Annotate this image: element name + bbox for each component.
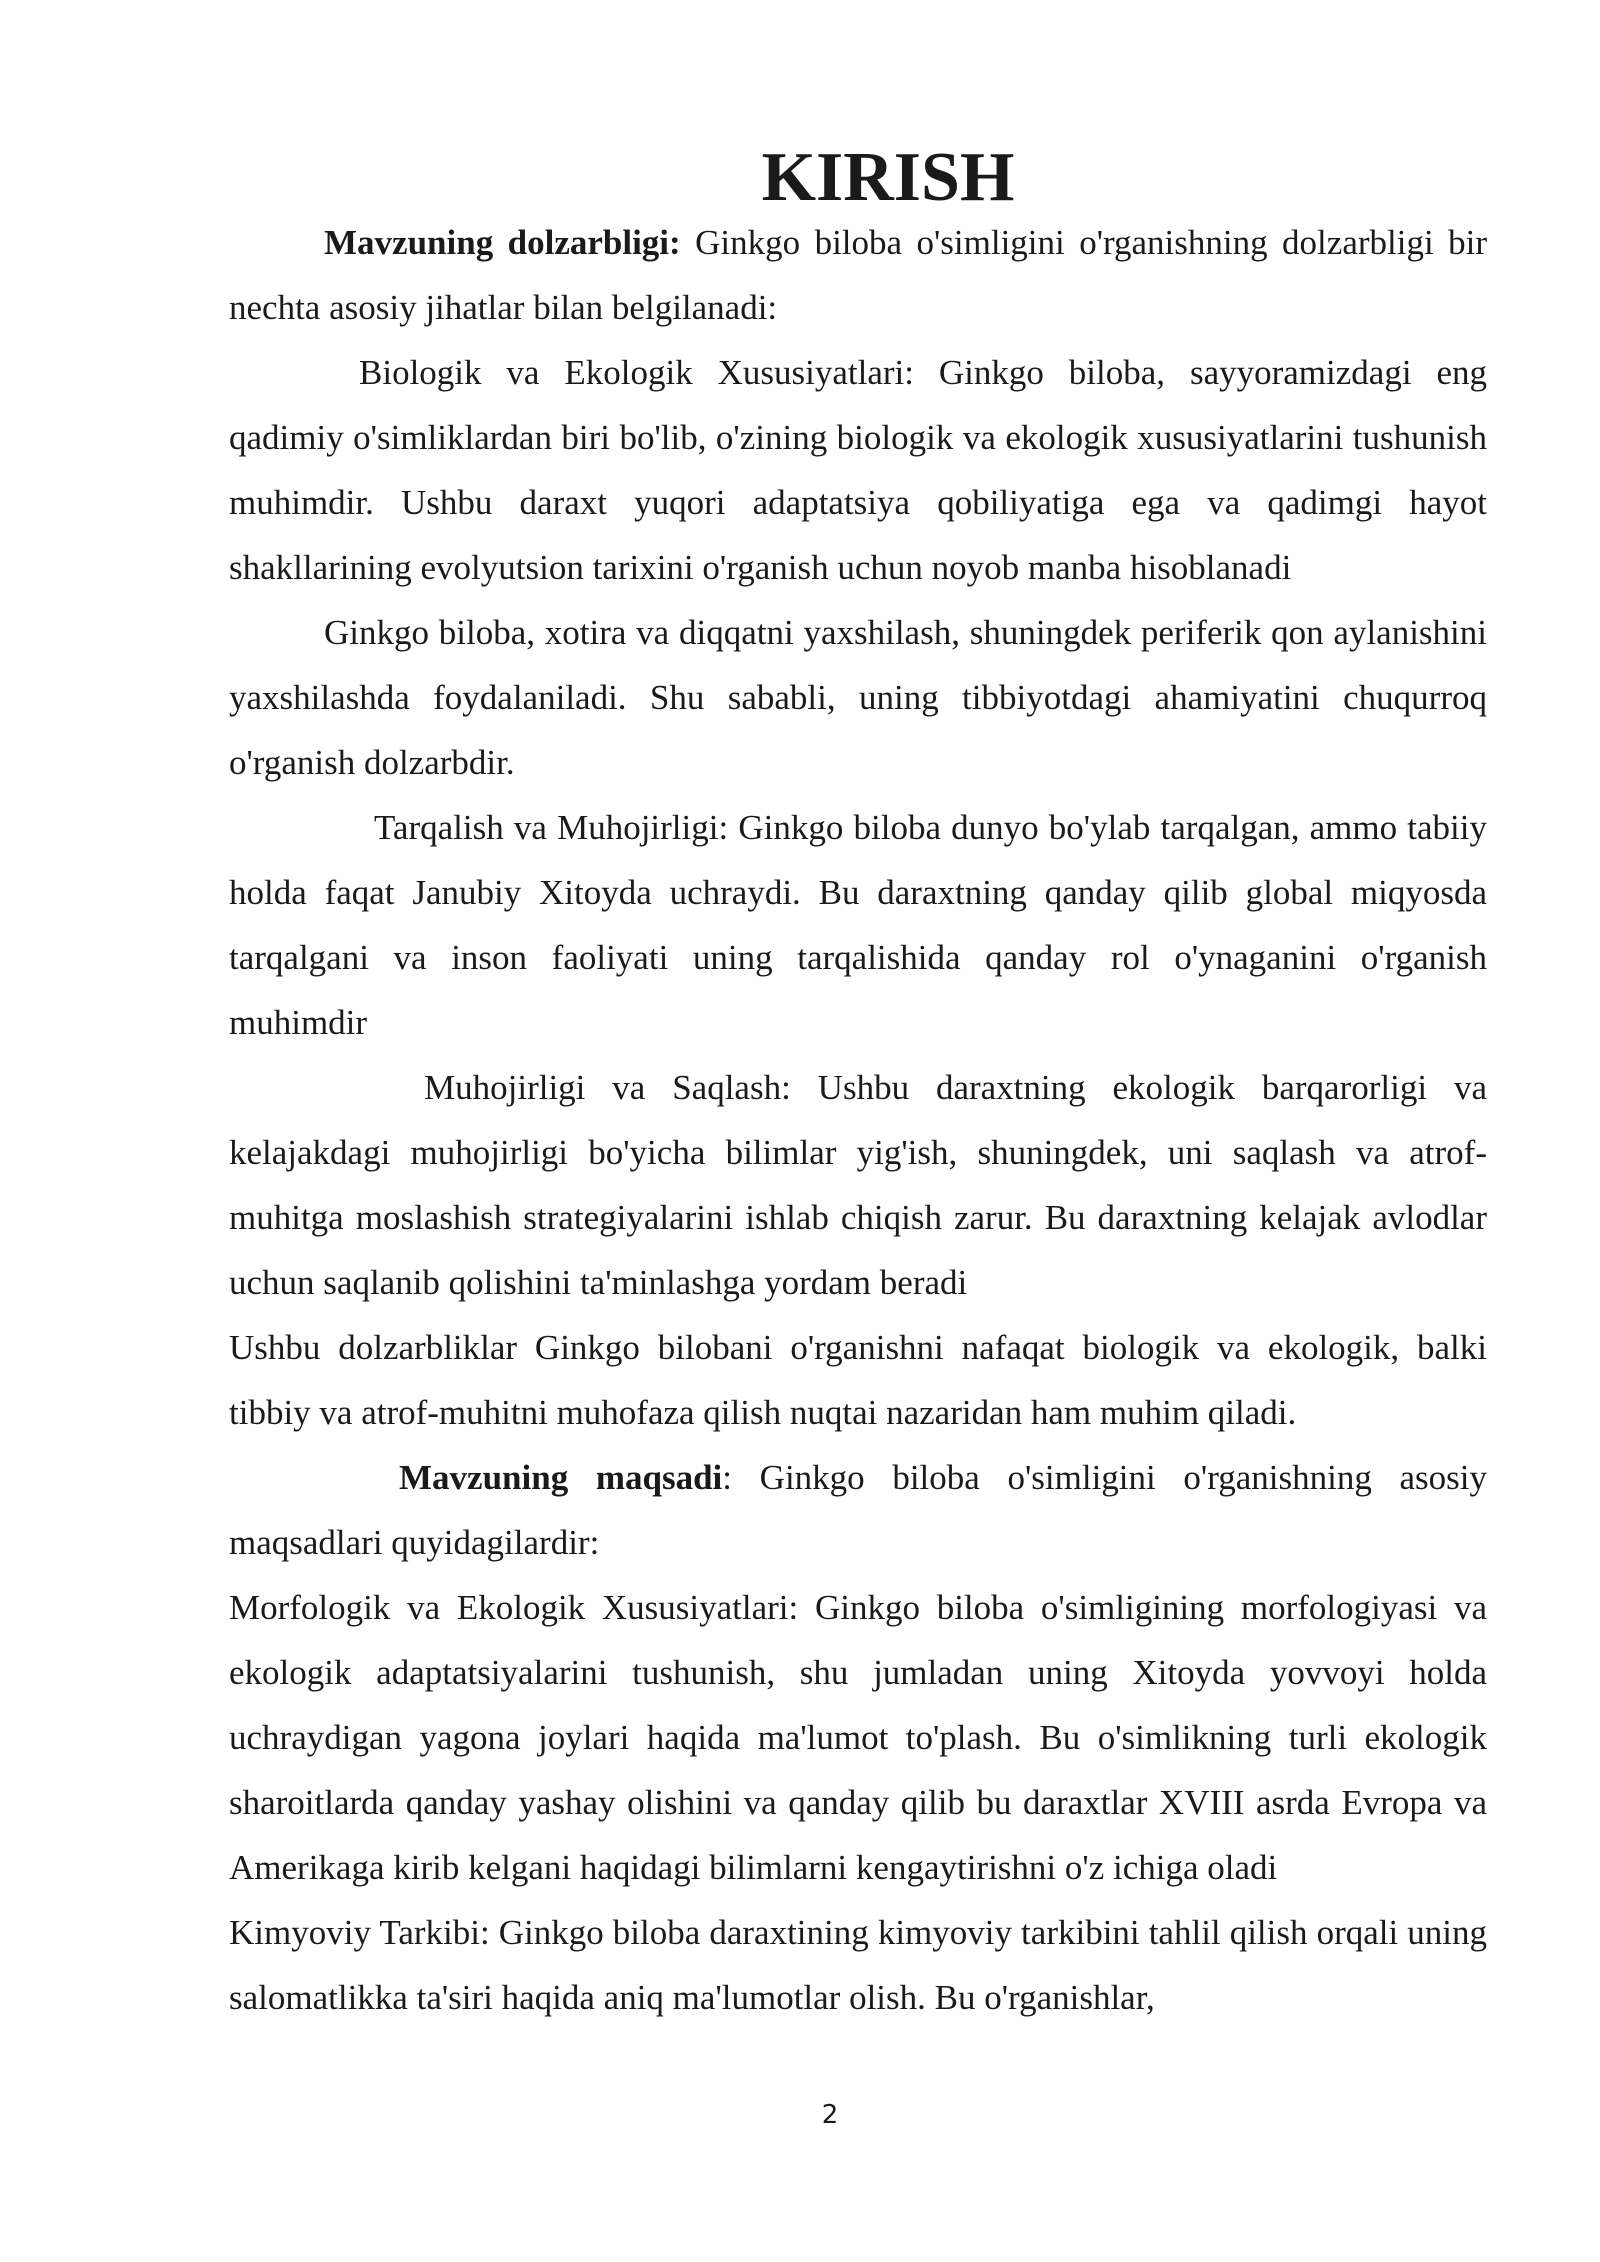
section-title: KIRISH bbox=[761, 139, 1015, 216]
page-number: 2 bbox=[821, 2100, 839, 2130]
paragraph-summary: Ushbu dolzarbliklar Ginkgo bilobani o'rganishni nafaqat biologik va ekologik, balki tibbiy va atrof-muhitni muhofaza qilish nuqtai nazaridan ham muhim qiladi. bbox=[229, 1328, 1487, 1432]
relevance-intro-text: Ginkgo biloba o'simligini o'rganishning dolzarbligi bir nechta asosiy jihatlar bilan belgilanadi: bbox=[229, 223, 1487, 327]
document-body bbox=[229, 139, 1487, 2030]
paragraph-chemistry: Kimyoviy Tarkibi: Ginkgo biloba daraxtining kimyoviy tarkibini tahlil qilish orqali uning salomatlikka ta'siri haqida aniq ma'lumotlar olish. Bu o'rganishlar, bbox=[229, 1913, 1487, 2017]
goal-intro-text: : Ginkgo biloba o'simligini o'rganishning asosiy maqsadlari quyidagilardir: bbox=[229, 1458, 1487, 1562]
paragraph-distribution: Tarqalish va Muhojirligi: Ginkgo biloba dunyo bo'ylab tarqalgan, ammo tabiiy holda faqat Janubiy Xitoyda uchraydi. Bu daraxtning qanday qilib global miqyosda tarqalgani va inson faoliyati uning tarqalishida qanday rol o'ynaganini o'rganish muhimdir bbox=[229, 808, 1487, 1042]
goal-heading: Mavzuning maqsadi bbox=[399, 1458, 723, 1497]
paragraph-goal-intro bbox=[229, 1445, 1487, 1575]
paragraph-biological-ecological: Biologik va Ekologik Xususiyatlari: Ginkgo biloba, sayyoramizdagi eng qadimiy o'simliklardan biri bo'lib, o'zining biologik va ekologik xususiyatlarini tushunish muhimdir. Ushbu daraxt yuqori adaptatsiya qobiliyatiga ega va qadimgi hayot shakllarining evolyutsion tarixini o'rganish uchun noyob manba hisoblanadi bbox=[229, 353, 1487, 587]
paragraph-morphology: Morfologik va Ekologik Xususiyatlari: Ginkgo biloba o'simligining morfologiyasi va ekologik adaptatsiyalarini tushunish, shu jumladan uning Xitoyda yovvoyi holda uchraydigan yagona joylari haqida ma'lumot to'plash. Bu o'simlikning turli ekologik sharoitlarda qanday yashay olishini va qanday qilib bu daraxtlar XVIII asrda Evropa va Amerikaga kirib kelgani haqidagi bilimlarni kengaytirishni o'z ichiga oladi bbox=[229, 1588, 1487, 1887]
relevance-heading: Mavzuning dolzarbligi: bbox=[324, 223, 681, 262]
paragraph-medical-use: Ginkgo biloba, xotira va diqqatni yaxshilash, shuningdek periferik qon aylanishini yaxshilashda foydalaniladi. Shu sababli, uning tibbiyotdagi ahamiyatini chuqurroq o'rganish dolzarbdir. bbox=[229, 613, 1487, 782]
paragraph-conservation: Muhojirligi va Saqlash: Ushbu daraxtning ekologik barqarorligi va kelajakdagi muhojirligi bo'yicha bilimlar yig'ish, shuningdek, uni saqlash va atrof-muhitga moslashish strategiyalarini ishlab chiqish zarur. Bu daraxtning kelajak avlodlar uchun saqlanib qolishini ta'minlashga yordam beradi bbox=[229, 1068, 1487, 1302]
paragraph-relevance-intro bbox=[229, 210, 1487, 340]
